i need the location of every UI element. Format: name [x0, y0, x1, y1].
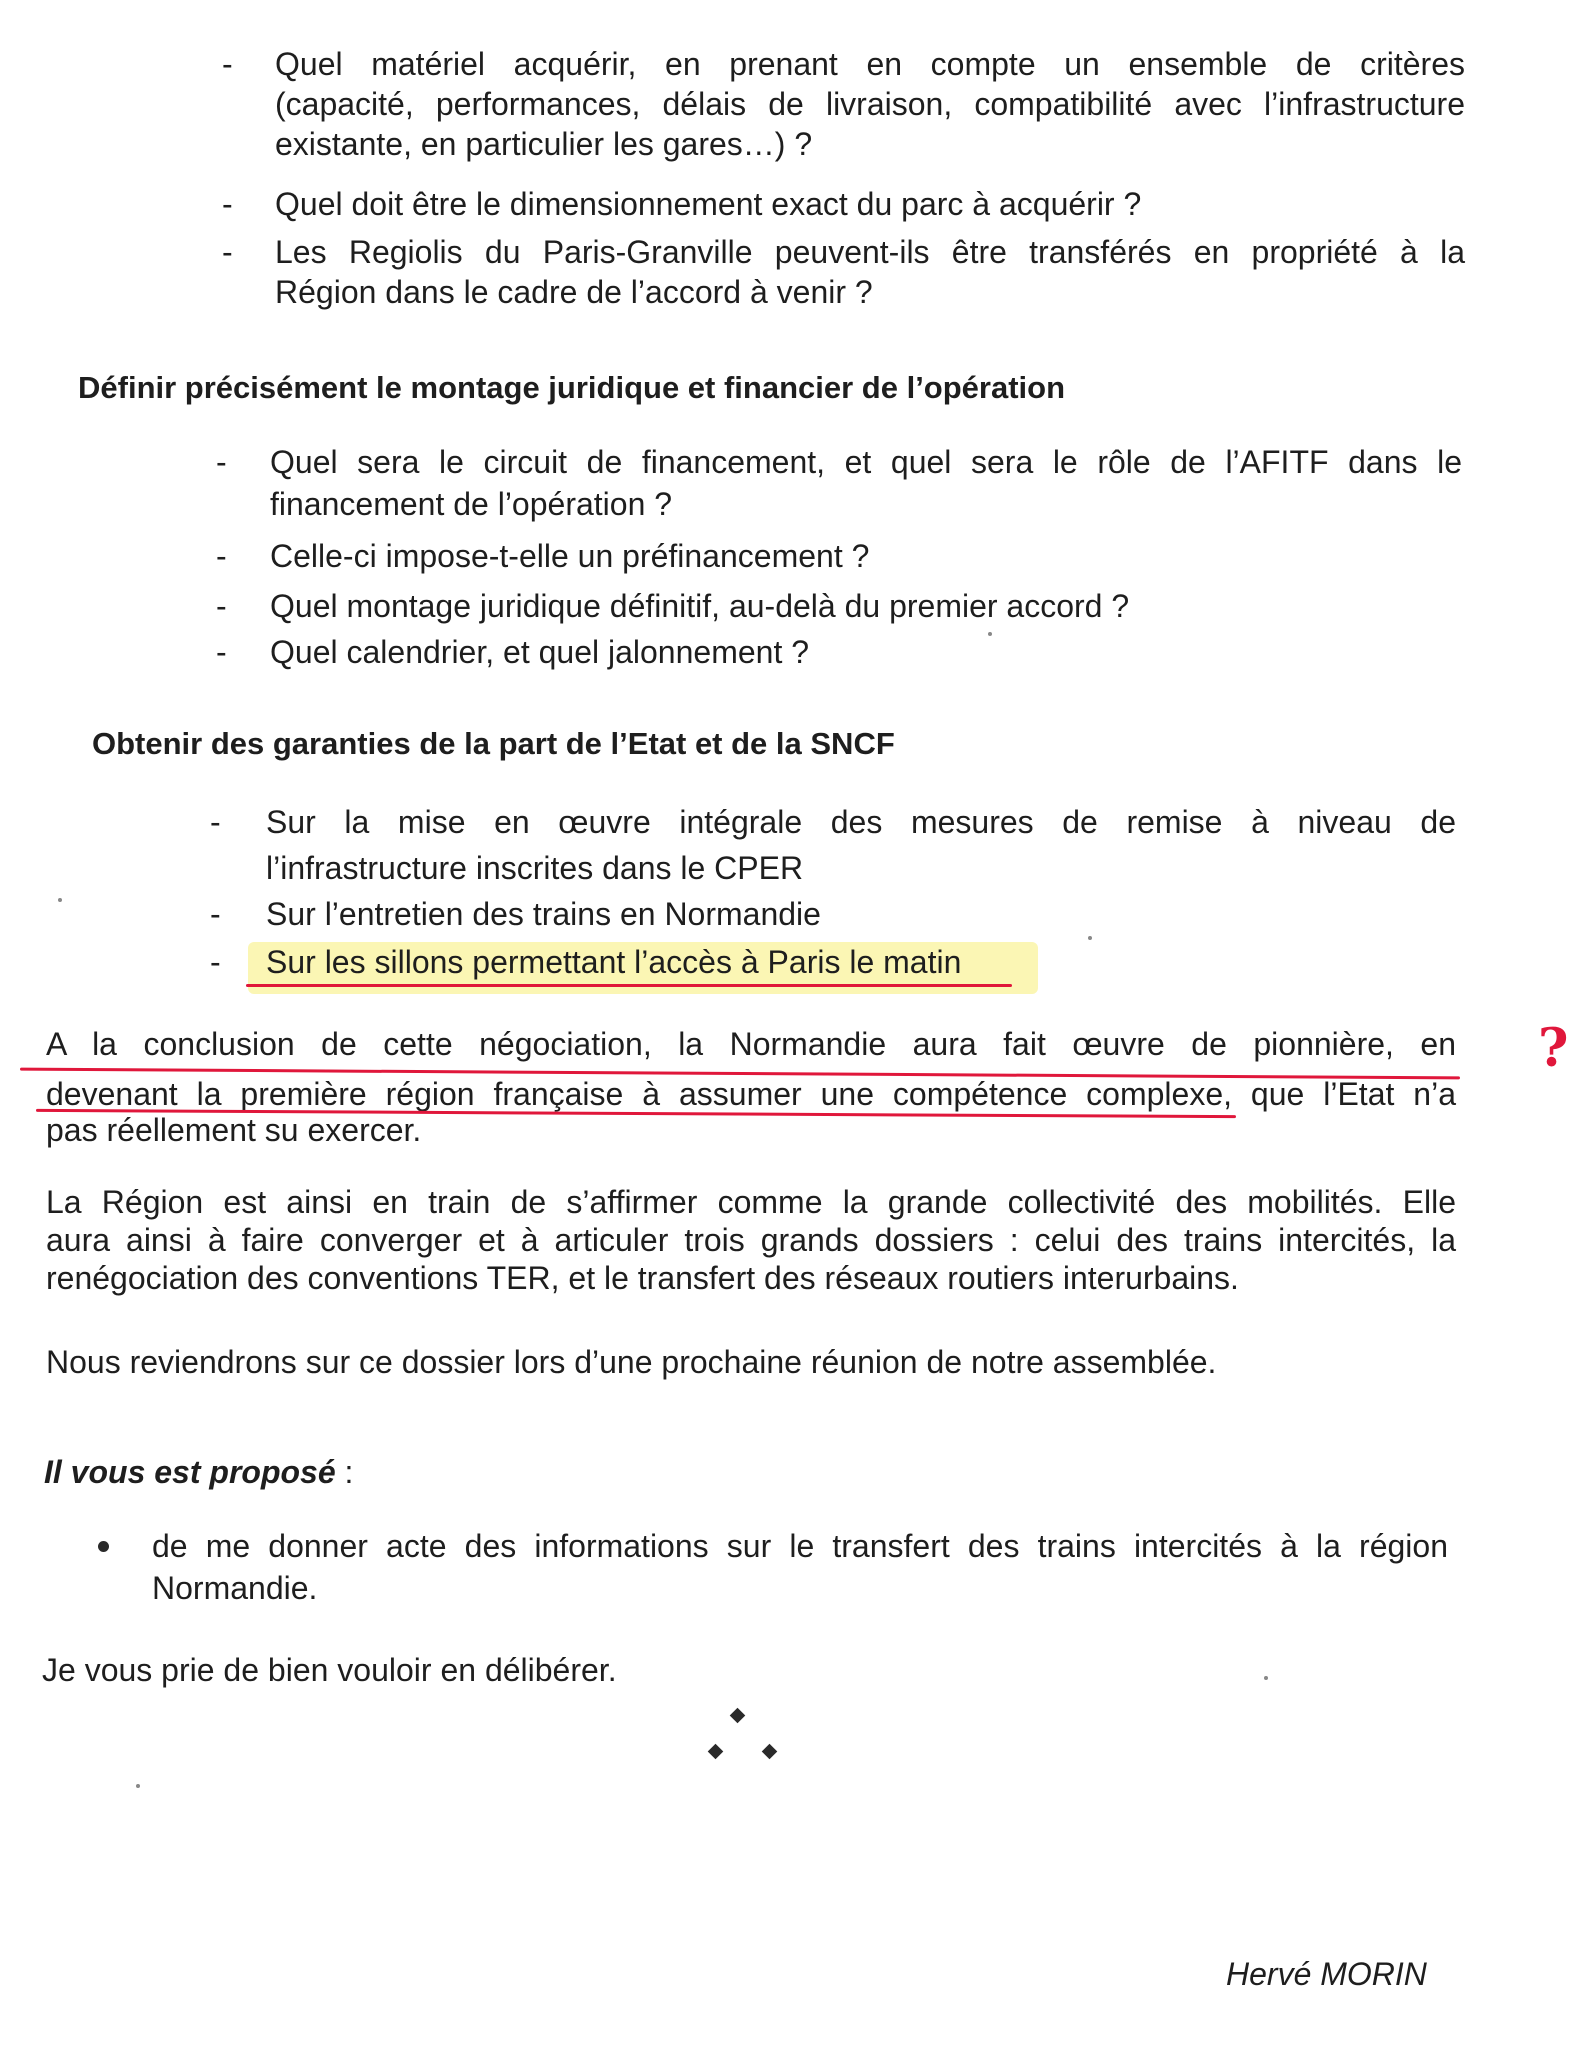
dash-marker: -: [210, 896, 221, 932]
para-region-line2: aura ainsi à faire converger et à articuler trois grands dossiers : celui des trains intercités, la: [46, 1222, 1456, 1258]
bullet-montage-definitif: Quel montage juridique définitif, au-delà du premier accord ?: [270, 588, 1130, 624]
scan-speck: [1088, 936, 1092, 940]
para-revenir: Nous reviendrons sur ce dossier lors d’une prochaine réunion de notre assemblée.: [46, 1344, 1217, 1380]
dash-marker: -: [216, 634, 227, 670]
scan-speck: [1264, 1676, 1268, 1680]
proposal-label: Il vous est proposé: [44, 1454, 336, 1490]
ornament-diamond: [730, 1708, 746, 1724]
bullet-regiolis-line1: Les Regiolis du Paris-Granville peuvent-ils être transférés en propriété à la: [275, 234, 1465, 270]
red-underline-mark: [246, 984, 1012, 987]
para-conclusion-line2: devenant la première région française à assumer une compétence complexe, que l’Etat n’a: [46, 1076, 1456, 1112]
dash-marker: -: [216, 588, 227, 624]
proposal-heading: [44, 1452, 353, 1492]
bullet-prefinancement: Celle-ci impose-t-elle un préfinancement ?: [270, 538, 870, 574]
heading-garanties: Obtenir des garanties de la part de l’Etat et de la SNCF: [92, 726, 895, 761]
heading-montage: Définir précisément le montage juridique et financier de l’opération: [78, 370, 1066, 405]
bullet-material-line2: (capacité, performances, délais de livraison, compatibilité avec l’infrastructure: [275, 86, 1465, 122]
scan-speck: [988, 632, 992, 636]
para-conclusion-line1: A la conclusion de cette négociation, la Normandie aura fait œuvre de pionnière, en: [46, 1026, 1456, 1062]
dash-marker: -: [222, 46, 233, 82]
proposal-bullet-line1: de me donner acte des informations sur le transfert des trains intercités à la région: [152, 1528, 1448, 1564]
dash-marker: -: [210, 944, 221, 980]
bullet-dot: [98, 1541, 109, 1552]
proposal-bullet-line2: Normandie.: [152, 1570, 318, 1606]
bullet-entretien: Sur l’entretien des trains en Normandie: [266, 896, 821, 932]
scan-speck: [136, 1784, 140, 1788]
dash-marker: -: [222, 186, 233, 222]
bullet-cper-line1: Sur la mise en œuvre intégrale des mesures de remise à niveau de: [266, 804, 1456, 840]
bullet-material-line3: existante, en particulier les gares…) ?: [275, 126, 813, 162]
bullet-sillons: Sur les sillons permettant l’accès à Paris le matin: [266, 944, 962, 980]
scan-speck: [58, 898, 62, 902]
bullet-material-line1: Quel matériel acquérir, en prenant en compte un ensemble de critères: [275, 46, 1465, 82]
red-question-annotation: ?: [1538, 1018, 1569, 1079]
closing-sentence: Je vous prie de bien vouloir en délibérer.: [42, 1652, 617, 1688]
bullet-regiolis-line2: Région dans le cadre de l’accord à venir ?: [275, 274, 873, 310]
para-region-line1: La Région est ainsi en train de s’affirmer comme la grande collectivité des mobilités. Elle: [46, 1184, 1456, 1220]
bullet-circuit-line1: Quel sera le circuit de financement, et quel sera le rôle de l’AFITF dans le: [270, 444, 1462, 480]
bullet-dimensionnement: Quel doit être le dimensionnement exact du parc à acquérir ?: [275, 186, 1142, 222]
ornament-diamond: [762, 1744, 778, 1760]
bullet-cper-line2: l’infrastructure inscrites dans le CPER: [266, 850, 804, 886]
para-region-line3: renégociation des conventions TER, et le transfert des réseaux routiers interurbains.: [46, 1260, 1239, 1296]
signature: Hervé MORIN: [1226, 1956, 1427, 1992]
bullet-circuit-line2: financement de l’opération ?: [270, 486, 673, 522]
dash-marker: -: [210, 804, 221, 840]
ornament-diamond: [708, 1744, 724, 1760]
dash-marker: -: [222, 234, 233, 270]
bullet-calendrier: Quel calendrier, et quel jalonnement ?: [270, 634, 810, 670]
proposal-colon: :: [335, 1454, 354, 1490]
dash-marker: -: [216, 538, 227, 574]
dash-marker: -: [216, 444, 227, 480]
para-conclusion-line3: pas réellement su exercer.: [46, 1112, 422, 1148]
